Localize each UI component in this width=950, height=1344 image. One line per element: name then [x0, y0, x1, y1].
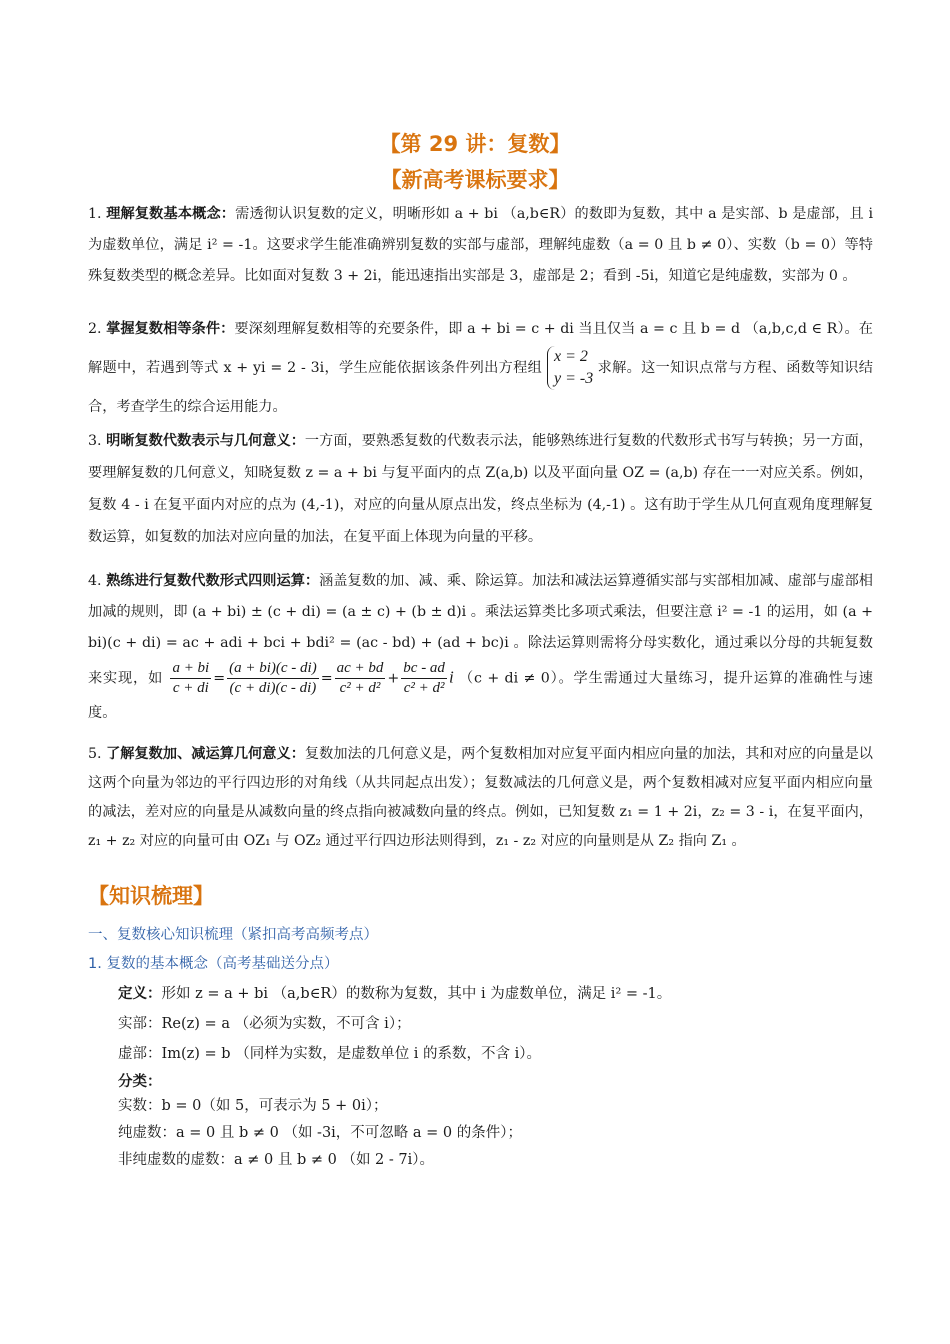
- requirement-text: 一方面，要熟悉复数的代数表示法，能够熟练进行复数的代数形式书写与转换；另一方面，要理解复数的几何意义，知晓复数 z = a + bi 与复平面内的点 Z(a,b) 以及平面向量 OZ = (a,b) 存在一一对应关系。例如，复数 4 - i 在复平面内对应的点为 (4,-1)，对应的向量从原点出发，终点坐标为 (4,-1) 。这有助于学生从几何直观角度理解复数运算，如复数的加法对应向量的加法，在复平面上体现为向量的平移。: [88, 433, 873, 545]
- fraction: $\frac{a + bi}{c + di}$: [172, 660, 210, 696]
- requirement-number: 5.: [88, 746, 102, 762]
- fraction: $\frac{ac + bd}{\text{c² + d²}}$: [336, 660, 384, 696]
- requirement-text: 需透彻认识复数的定义，明晰形如 a + bi （a,b∈R）的数即为复数，其中 a 是实部、b 是虚部，且 i 为虚数单位，满足 i² = -1。这要求学生能准确辨别复数的实部与虚部，理解纯虚数（a = 0 且 b ≠ 0）、实数（b = 0）等特殊复数类型的概念差异。比如面对复数 3 + 2i，能迅速指出实部是 3，虚部是 2；看到 -5i，知道它是纯虚数，实部为 0 。: [88, 206, 874, 284]
- classification-non-pure-imaginary: 非纯虚数的虚数：a ≠ 0 且 b ≠ 0 （如 2 - 7i）。: [118, 1152, 435, 1168]
- definition-label: 定义：: [118, 986, 162, 1002]
- requirement-1: [88, 199, 873, 292]
- equation-line: x = 2: [554, 348, 588, 365]
- requirement-number: 2.: [88, 321, 102, 337]
- classification-real: 实数：b = 0（如 5，可表示为 5 + 0i）；: [118, 1098, 388, 1114]
- requirement-4: 4. 熟练进行复数代数形式四则运算：涵盖复数的加、减、乘、除运算。加法和减法运算遵循实部与实部相加减、虚部与虚部相加减的规则，即 (a + bi) ± (c + di) = (a ± c) + (b ± d)i 。乘法运算类比多项式乘法，但要注意 i² = -1 的运用，如 (a + bi)(c + di) = ac + adi + bci + bdi² = (ac - bd) + (ad + bc)i 。除法运算则需将分母实数化，通过乘以分母的共轭复数来实现，如 $\frac{a + bi}{c + di}$ = $\frac{(a + bi)(c - di)}{(c + di)(c - di)}$ = $\frac{ac + bd}{\text{c² + d²}}$ + $\frac{bc - ad}{\text{c² + d²}}$ i （c + di ≠ 0）。学生需通过大量练习，提升运算的准确性与速度。: [88, 573, 873, 721]
- fraction: $\frac{bc - ad}{\text{c² + d²}}$: [403, 660, 445, 696]
- requirement-text: 要深刻理解复数相等的充要条件，即 a + bi = c + di 当且仅当 a = c 且 b = d （a,b,c,d ∈ R）。在解题中，若遇到等式 x + yi = 2 - 3i，学生应能依据该条件列出方程组: [88, 321, 873, 376]
- equation-system: [547, 346, 597, 390]
- outline-heading-2: 1. 复数的基本概念（高考基础送分点）: [88, 956, 339, 972]
- requirement-2: [88, 312, 873, 424]
- requirement-5: [88, 740, 873, 856]
- fraction: $\frac{(a + bi)(c - di)}{(c + di)(c - di)}$: [229, 660, 317, 696]
- requirement-heading: 明晰复数代数表示与几何意义：: [106, 433, 305, 449]
- definition-line: [118, 982, 671, 1003]
- requirement-number: 3.: [88, 433, 102, 449]
- classification-label: 分类：: [118, 1074, 162, 1090]
- requirement-heading: 理解复数基本概念：: [106, 206, 236, 222]
- requirement-number: 4.: [88, 573, 102, 589]
- imag-part-line: 虚部：Im(z) = b （同样为实数，是虚数单位 i 的系数，不含 i）。: [118, 1046, 542, 1062]
- definition-text: 形如 z = a + bi （a,b∈R）的数称为复数，其中 i 为虚数单位，满足 i² = -1。: [161, 986, 672, 1002]
- requirement-heading: 了解复数加、减运算几何意义：: [106, 746, 305, 762]
- requirement-text-continued: 求解。这一知识点常与方程、函数等知识结合，考查学生的综合运用能力。: [88, 360, 873, 415]
- requirement-text: 复数加法的几何意义是，两个复数相加对应复平面内相应向量的加法，其和对应的向量是以这两个向量为邻边的平行四边形的对角线（从共同起点出发）；复数减法的几何意义是，两个复数相减对应复平面内相应向量的减法，差对应的向量是从减数向量的终点指向被减数向量的终点。例如，已知复数 z₁ = 1 + 2i，z₂ = 3 - i，在复平面内，z₁ + z₂ 对应的向量可由 OZ₁ 与 OZ₂ 通过平行四边形法则得到，z₁ - z₂ 对应的向量则是从 Z₂ 指向 Z₁ 。: [88, 746, 873, 849]
- outline-heading-1: 一、复数核心知识梳理（紧扣高考高频考点）: [88, 927, 378, 943]
- requirement-heading: 掌握复数相等条件：: [106, 321, 235, 337]
- requirement-text: 涵盖复数的加、减、乘、除运算。加法和减法运算遵循实部与实部相加减、虚部与虚部相加减的规则，即 (a + bi) ± (c + di) = (a ± c) + (b ± d)i 。乘法运算类比多项式乘法，但要注意 i² = -1 的运用，如 (a + bi)(c + di) = ac + adi + bci + bdi² = (ac - bd) + (ad + bc)i 。除法运算则需将分母实数化，通过乘以分母的共轭复数来实现，如: [88, 573, 873, 687]
- section-title-knowledge: 【知识梳理】: [88, 884, 214, 908]
- requirement-text-continued: （c + di ≠ 0）。学生需通过大量练习，提升运算的准确性与速度。: [88, 670, 873, 721]
- real-part-line: 实部：Re(z) = a （必须为实数，不可含 i）；: [118, 1016, 411, 1032]
- classification-pure-imaginary: 纯虚数：a = 0 且 b ≠ 0 （如 -3i，不可忽略 a = 0 的条件）；: [118, 1125, 523, 1141]
- section-title-requirements: 【新高考课标要求】: [380, 168, 570, 192]
- equation-line: y = -3: [554, 370, 594, 387]
- requirement-heading: 熟练进行复数代数形式四则运算：: [106, 573, 320, 589]
- lecture-title: 【第 29 讲：复数】: [379, 132, 571, 156]
- requirement-number: 1.: [88, 206, 102, 222]
- requirement-3: [88, 425, 873, 553]
